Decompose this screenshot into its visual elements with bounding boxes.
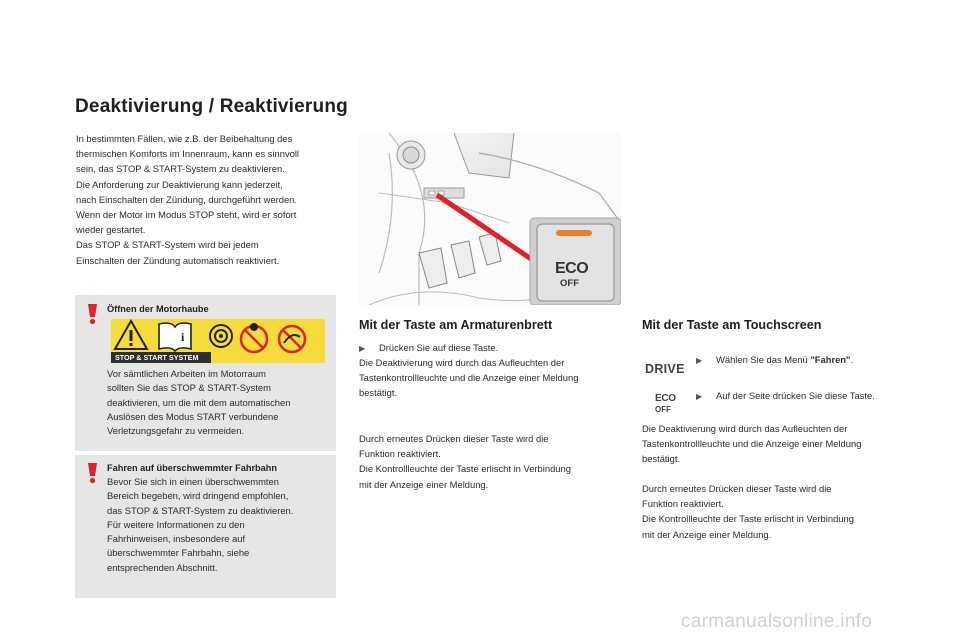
eco-button-label: ECO [555,260,589,277]
dashboard-bullet [359,340,498,356]
eco-label: ECO [655,393,676,404]
warning-heading: Fahren auf überschwemmter Fahrbahn [107,463,278,473]
dashboard-reactivation-text: Durch erneutes Drücken dieser Taste wird die Funktion reaktiviert. Die Kontrollleuchte der Taste erlischt in Verbindung mit der Anzeige einer Meldung. [359,433,571,490]
watermark: carmanualsonline.info [681,611,873,632]
warning-heading: Öffnen der Motorhaube [107,304,209,314]
warning-text: Vor sämtlichen Arbeiten im Motorraum sollten Sie das STOP & START-System deaktivieren, um die mit dem automatischen Auslösen des Modus START verbundene Verletzungsgefahr zu vermeiden. [107,368,291,437]
warning-box-flooded-road [75,455,336,598]
page-title: Deaktivierung / Reaktivierung [75,96,348,117]
drive-menu-label: DRIVE [645,362,685,376]
touchscreen-bullet-menu [696,352,853,368]
dashboard-confirmation-text: Die Deaktivierung wird durch das Aufleuchten der Tastenkontrollleuchte und die Anzeige einer Meldung bestätigt. [359,357,579,399]
bullet-arrow-icon: ▶ [696,392,703,401]
bullet-suffix: . [850,354,854,365]
intro-paragraph: In bestimmten Fällen, wie z.B. der Beibehaltung des thermischen Komforts im Innenraum, kann es sinnvoll sein, das STOP & START-System zu deaktivieren. Die Anforderung zur Deaktivierung kann jederzeit, nach Einschalten der Zündung, durchgeführt werden. Wenn der Motor im Modus STOP steht, wird er sofort wieder gestartet. Das STOP & START-System wird bei jedem Einschalten der Zündung automatisch reaktiviert. [76,133,300,266]
touchscreen-reactivation-text: Durch erneutes Drücken dieser Taste wird die Funktion reaktiviert. Die Kontrollleuchte der Taste erlischt in Verbindung mit der Anzeige einer Meldung. [642,483,854,540]
menu-name: "Fahren" [810,354,851,365]
hood-warning-image [111,319,325,363]
touchscreen-confirmation-text: Die Deaktivierung wird durch das Aufleuchten der Tastenkontrollleuchte und die Anzeige einer Meldung bestätigt. [642,423,862,465]
warning-text: Bevor Sie sich in einen überschwemmten Bereich begeben, wird dringend empfohlen, das STOP & START-System zu deaktivieren. Für weitere Informationen zu den Fahrhinweisen, insbesondere auf überschwemmter Fahrbahn, siehe entsprechenden Abschnitt. [107,476,294,573]
stop-start-label: STOP & START SYSTEM [115,353,199,362]
off-label: OFF [655,405,671,414]
warning-box-engine-hood [75,295,336,451]
svg-text:i: i [181,330,185,344]
off-button-label: OFF [560,278,579,289]
bullet-arrow-icon: ▶ [359,344,366,353]
bullet-text: Auf der Seite drücken Sie diese Taste. [716,390,875,401]
dashboard-illustration [359,133,621,305]
bullet-arrow-icon: ▶ [696,356,703,365]
eco-off-touch-icon [647,393,687,419]
bullet-text: Wählen Sie das Menü [716,354,811,365]
touchscreen-bullet-page [696,388,875,404]
warning-exclamation-icon [84,462,101,484]
touchscreen-section-heading: Mit der Taste am Touchscreen [642,318,822,332]
warning-exclamation-icon [84,303,101,325]
bullet-text: Drücken Sie auf diese Taste. [379,342,499,353]
dashboard-section-heading: Mit der Taste am Armaturenbrett [359,318,553,332]
